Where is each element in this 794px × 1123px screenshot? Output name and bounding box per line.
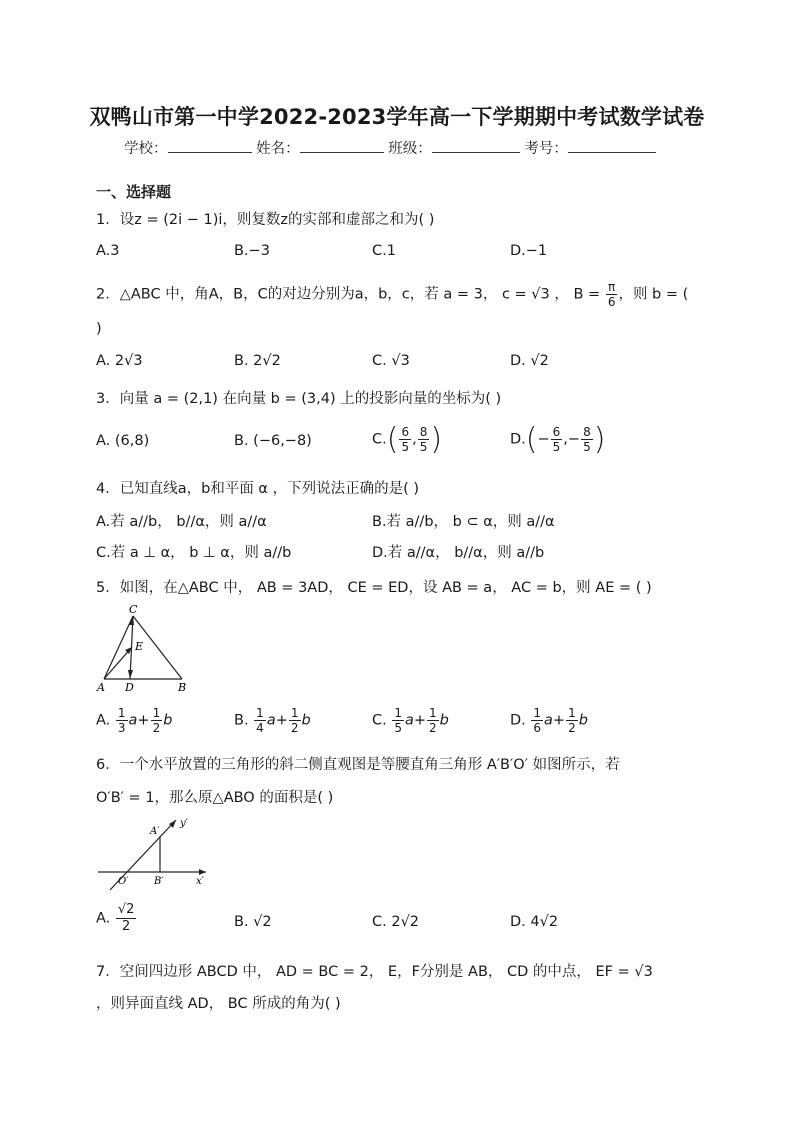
page-title: 双鸭山市第一中学2022-2023学年高一下学期期中考试数学试卷 [89,105,705,129]
figure-label-e: E [135,640,144,653]
question-4-option-c: C.若 a ⊥ α， b ⊥ α，则 a//b [96,545,292,561]
name-label: 姓名： [256,141,300,157]
question-1-option-b: B.−3 [234,243,270,259]
question-6-option-a: A. $\frac{√2}{2}$ [96,902,135,934]
figure-label-x: x′ [196,876,204,887]
question-6-option-c: C. 2√2 [372,914,420,930]
question-3-option-c: C.( $\frac{6}{5}$ , $\frac{8}{5}$ ) [372,422,443,457]
school-blank [168,138,252,153]
question-2-option-c: C. √3 [372,353,410,369]
school-label: 学校： [124,141,168,157]
question-2-stem [96,280,688,309]
question-4-option-d: D.若 a//α， b//α，则 a//b [372,545,545,561]
section-heading: 一、选择题 [96,183,172,201]
question-1-option-a: A.3 [96,243,120,259]
question-4-option-a: A.若 a//b， b//α，则 a//α [96,514,267,530]
figure-label-o-prime: O′ [118,876,129,887]
question-5-option-c: C. $\frac{1}{5}$ a+ $\frac{1}{2}$ b [372,706,449,735]
question-7-stem-line1: 7．空间四边形 ABCD 中， AD = BC = 2， E，F分别是 AB， CD 的中点， EF = √3 [96,964,653,980]
question-2-text-end: ，则 b = ( [618,286,689,303]
question-2-option-a: A. 2√3 [96,353,143,369]
id-label: 考号： [524,141,568,157]
figure-label-a: A [97,681,105,694]
question-5-figure [96,604,196,694]
question-3-option-d: D.(− $\frac{6}{5}$ ,− $\frac{8}{5}$ ) [510,422,606,457]
figure-label-y: y′ [180,818,188,829]
question-1-option-c: C.1 [372,243,396,259]
question-2-text: 2．△ABC 中，角A，B，C的对边分别为a，b，c，若 a = 3， c = √3 ， B = [96,286,601,303]
question-4-option-b: B.若 a//b， b ⊂ α，则 a//α [372,514,555,530]
question-1-option-d: D.−1 [510,243,548,259]
id-blank [568,138,656,153]
question-1-stem: 1．设z = (2i − 1)i，则复数z的实部和虚部之和为( ) [96,212,435,228]
question-5-option-a: A. $\frac{1}{3}$ a+ $\frac{1}{2}$ b [96,706,173,735]
class-blank [432,138,520,153]
question-5-option-d: D. $\frac{1}{6}$ a+ $\frac{1}{2}$ b [510,706,588,735]
question-6-stem-line2: O′B′ = 1，那么原△ABO 的面积是( ) [96,790,334,806]
question-2-option-b: B. 2√2 [234,353,281,369]
question-6-option-b: B. √2 [234,914,272,930]
figure-label-a-prime: A′ [150,826,160,837]
question-2-fraction: $\frac{\pi}{6}$ [607,280,616,309]
question-5-stem: 5．如图，在△ABC 中， AB = 3AD， CE = ED，设 AB = a， AC = b，则 AE = ( ) [96,580,652,596]
question-6-option-d: D. 4√2 [510,914,559,930]
class-label: 班级： [388,141,432,157]
student-info-line [124,137,656,158]
question-3-option-b: B. (−6,−8) [234,433,312,449]
figure-label-b: B [178,681,187,694]
question-6-stem-line1: 6．一个水平放置的三角形的斜二侧直观图是等腰直角三角形 A′B′O′ 如图所示，若 [96,757,620,773]
question-6-figure [96,814,216,894]
figure-label-d: D [125,681,134,694]
question-3-option-a: A. (6,8) [96,433,150,449]
question-5-option-b: B. $\frac{1}{4}$ a+ $\frac{1}{2}$ b [234,706,311,735]
question-7-stem-line2: ，则异面直线 AD， BC 所成的角为( ) [96,996,341,1012]
figure-label-b-prime: B′ [154,876,164,887]
question-2-option-d: D. √2 [510,353,549,369]
figure-label-c: C [129,604,138,616]
question-4-stem: 4．已知直线a，b和平面 α ，下列说法正确的是( ) [96,481,420,497]
question-2-stem-cont: ) [96,321,102,337]
name-blank [300,138,384,153]
question-3-stem: 3．向量 a = (2,1) 在向量 b = (3,4) 上的投影向量的坐标为( ) [96,391,502,407]
